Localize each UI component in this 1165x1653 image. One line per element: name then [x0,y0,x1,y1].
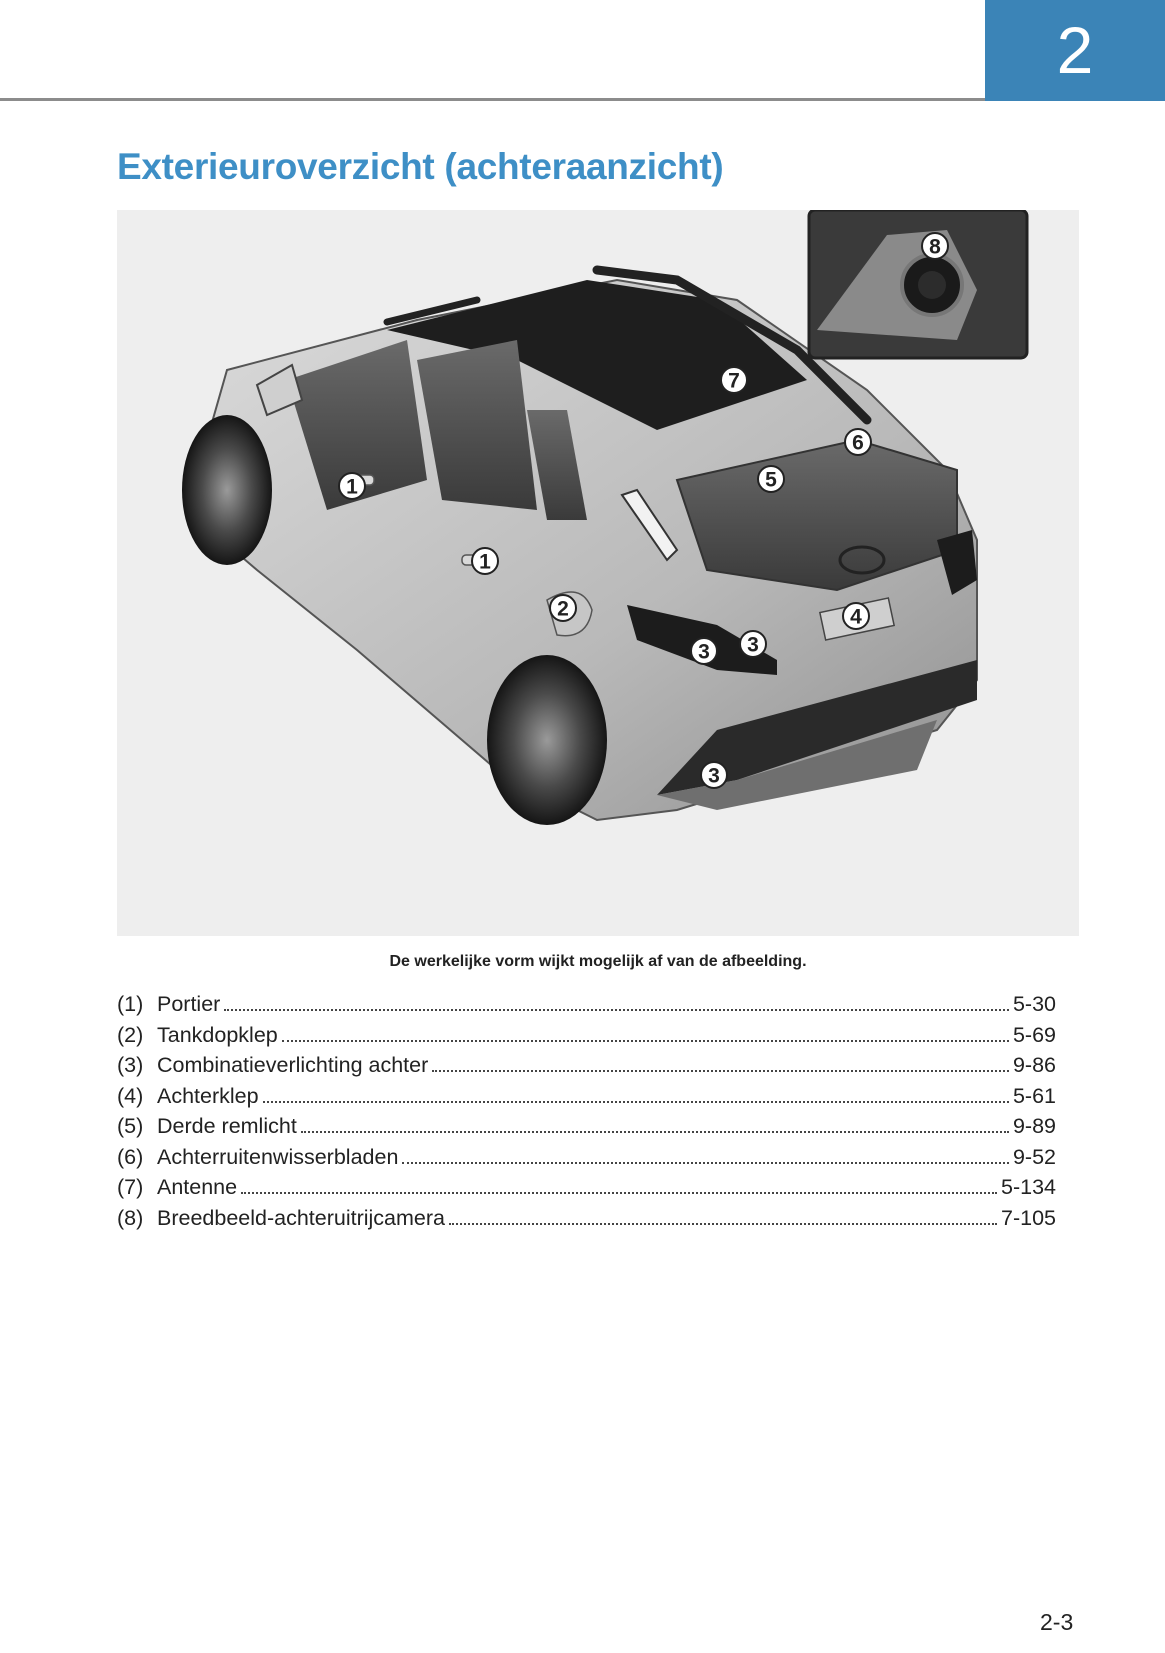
item-number: (6) [117,1144,144,1169]
leader-dots [432,1070,1009,1072]
callout-antenna [721,367,747,393]
item-label: Achterruitenwisserbladen [157,1144,399,1169]
item-number: (7) [117,1175,144,1199]
item-label: Breedbeeld-achteruitrijcamera [157,1205,446,1230]
camera-inset [809,210,1027,358]
page-reference: 9-89 [1012,1114,1056,1138]
leader-dots [224,1009,1009,1011]
svg-text:2: 2 [557,597,569,621]
svg-text:6: 6 [852,431,864,455]
callout-tailgate [843,603,869,629]
component-list [117,992,1056,1236]
item-label: Achterklep [157,1083,259,1108]
item-label: Derde remlicht [157,1114,297,1138]
item-number: (1) [117,992,144,1016]
list-item [117,1053,1056,1084]
list-item [117,992,1056,1023]
page-reference: 5-30 [1012,992,1056,1016]
chapter-tab: 2 [985,0,1165,101]
page-reference: 9-52 [1012,1144,1056,1169]
list-item [117,1084,1056,1115]
svg-text:8: 8 [929,235,941,259]
item-number: (8) [117,1205,144,1230]
list-item [117,1145,1056,1176]
svg-text:3: 3 [708,764,720,788]
page-reference: 9-86 [1012,1053,1056,1077]
callout-brake-light [758,466,784,492]
item-label: Portier [157,992,221,1016]
callout-camera [922,233,948,259]
svg-text:1: 1 [479,550,491,574]
header-rule [0,98,985,101]
svg-text:4: 4 [850,605,862,629]
svg-text:3: 3 [747,633,759,657]
leader-dots [241,1192,997,1194]
leader-dots [402,1162,1009,1164]
svg-text:7: 7 [728,369,740,393]
figure-caption: De werkelijke vorm wijkt mogelijk af van de afbeelding. [389,953,807,970]
vehicle-rear-illustration [117,210,1079,936]
list-item [117,1023,1056,1054]
callout-fuel-door [550,595,576,621]
item-label: Antenne [157,1175,238,1199]
list-item [117,1114,1056,1145]
leader-dots [301,1131,1009,1133]
item-number: (4) [117,1083,144,1108]
leader-dots [449,1223,997,1225]
item-label: Tankdopklep [157,1022,278,1047]
list-item [117,1206,1056,1237]
leader-dots [263,1101,1009,1103]
item-number: (2) [117,1022,144,1047]
callout-door-2 [472,548,498,574]
svg-text:1: 1 [346,475,358,499]
leader-dots [282,1040,1009,1042]
callout-wiper [845,429,871,455]
callout-taillight-3 [701,762,727,788]
callout-taillight-1 [691,638,717,664]
page-reference: 7-105 [1001,1205,1056,1230]
item-number: (3) [117,1053,144,1077]
item-number: (5) [117,1114,144,1138]
callout-taillight-2 [740,631,766,657]
callout-door-1 [339,473,365,499]
page-reference: 5-69 [1012,1022,1056,1047]
list-item [117,1175,1056,1206]
page-number: 2-3 [1040,1609,1074,1635]
page-reference: 5-134 [1001,1175,1056,1199]
page-title: Exterieuroverzicht (achteraanzicht) [117,146,724,187]
svg-text:5: 5 [765,468,777,492]
page-reference: 5-61 [1012,1083,1056,1108]
svg-text:3: 3 [698,640,710,664]
item-label: Combinatieverlichting achter [157,1053,429,1077]
